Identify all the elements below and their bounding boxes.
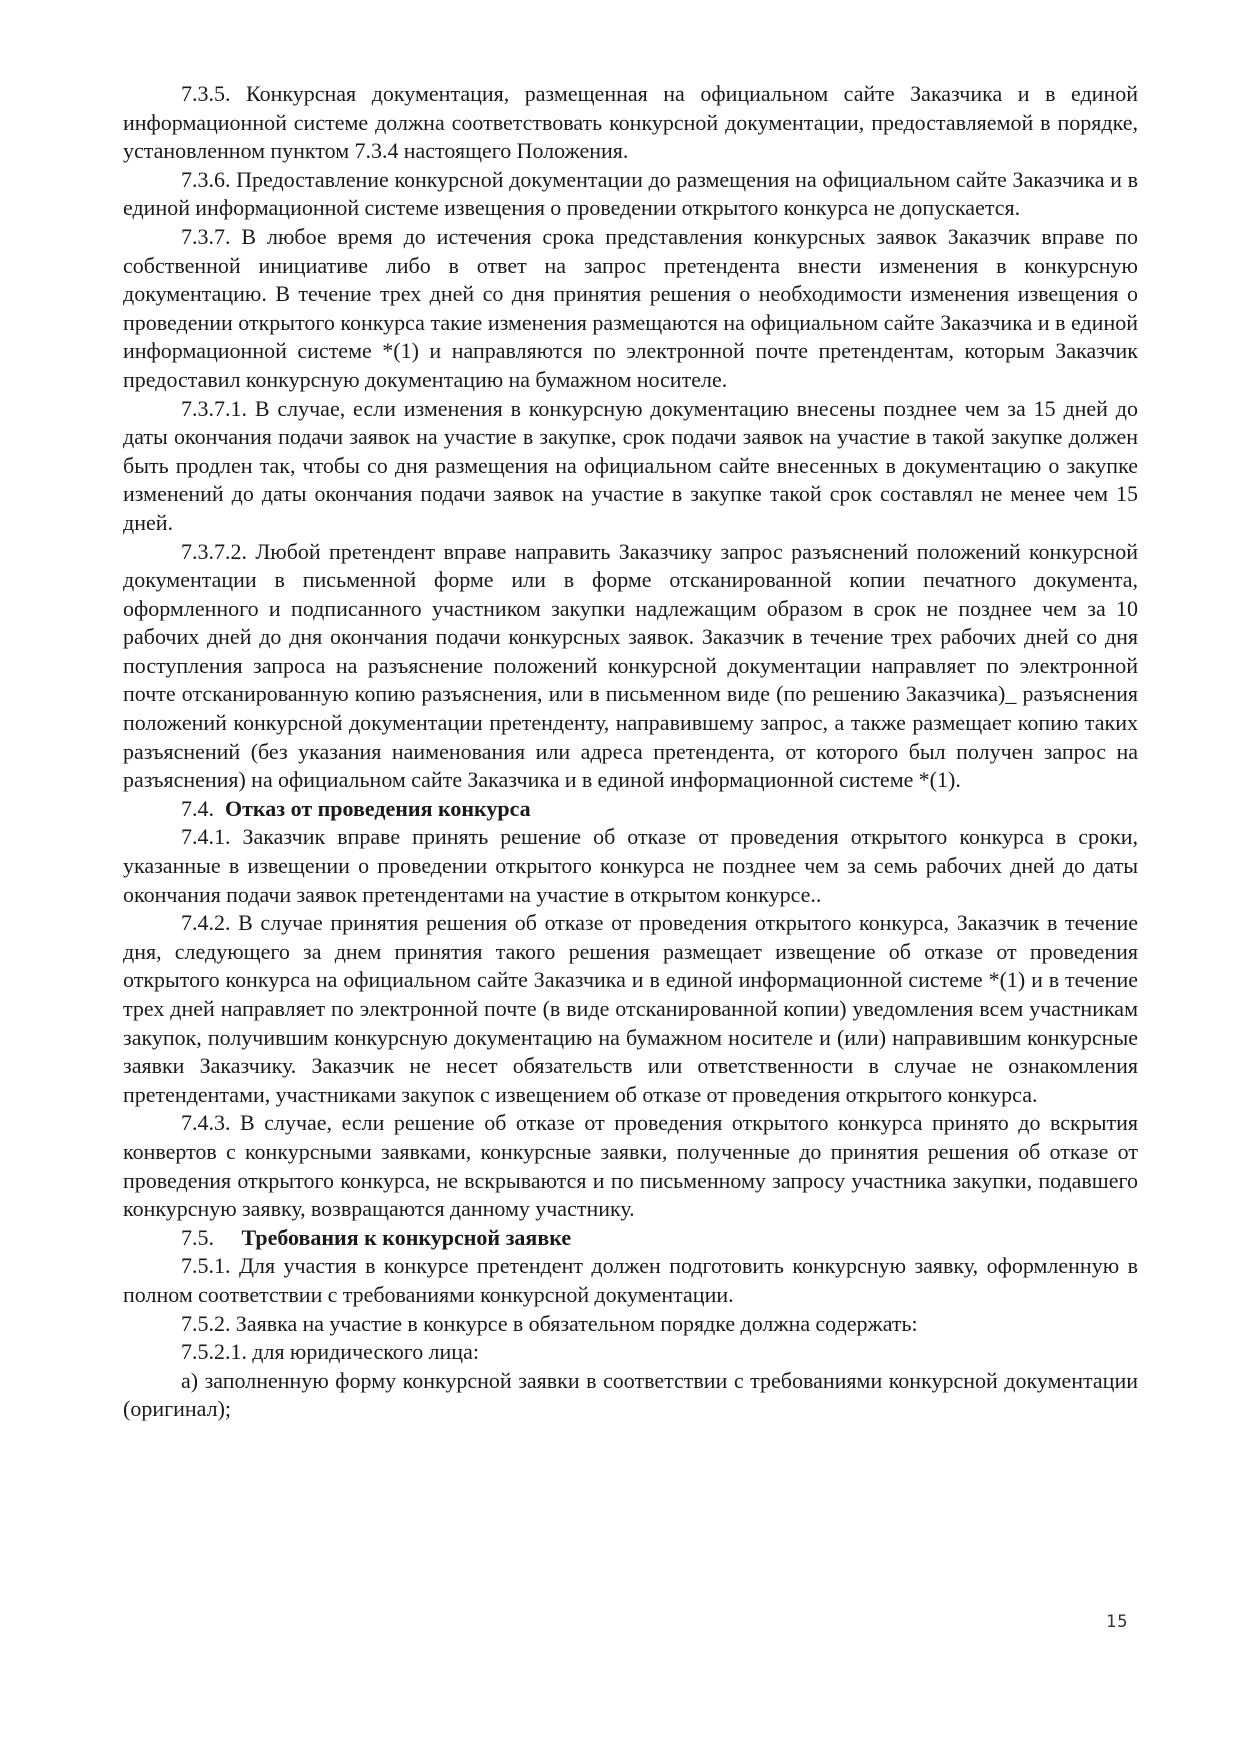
clause-7-3-7-2: 7.3.7.2. Любой претендент вправе направить Заказчику запрос разъяснений положений конкурсной документации в письменной форме или в форме отсканированной копии печатного документа, оформленного и подписанного участником закупки надлежащим образом в срок не позднее чем за 10 рабочих дней до дня окончания подачи конкурсных заявок. Заказчик в течение трех рабочих дней со дня поступления запроса на разъяснение положений конкурсной документации направляет по электронной почте отсканированную копию разъяснения, или в письменном виде (по решению Заказчика)_ разъяснения положений конкурсной документации претенденту, направившему запрос, а также размещает копию таких разъяснений (без указания наименования или адреса претендента, от которого был получен запрос на разъяснения) на официальном сайте Заказчика и в единой информационной системе *(1). <box>123 538 1138 793</box>
clause-7-5-1: 7.5.1. Для участия в конкурсе претендент должен подготовить конкурсную заявку, оформленную в полном соответствии с требованиями конкурсной документации. <box>123 1253 1138 1307</box>
section-heading-7-5 <box>123 1224 1138 1253</box>
clause-7-5-2: 7.5.2. Заявка на участие в конкурсе в обязательном порядке должна содержать: <box>181 1310 918 1336</box>
clause-7-3-5: 7.3.5. Конкурсная документация, размещенная на официальном сайте Заказчика и в единой информационной системе должна соответствовать конкурсной документации, предоставляемой в порядке, установленном пунктом 7.3.4 настоящего Положения. <box>123 81 1138 164</box>
clause-7-4-3: 7.4.3. В случае, если решение об отказе от проведения открытого конкурса принято до вскрытия конвертов с конкурсными заявками, конкурсные заявки, полученные до принятия решения об отказе от проведения открытого конкурса, не вскрываются и по письменному запросу участника закупки, подавшего конкурсную заявку, возвращаются данному участнику. <box>123 1110 1138 1222</box>
section-number: 7.4. <box>181 795 214 821</box>
section-heading-7-4 <box>123 795 1138 824</box>
clause-7-3-6: 7.3.6. Предоставление конкурсной документации до размещения на официальном сайте Заказчика и в единой информационной системе извещения о проведении открытого конкурса не допускается. <box>123 166 1138 221</box>
clause-7-4-2: 7.4.2. В случае принятия решения об отказе от проведения открытого конкурса, Заказчик в течение дня, следующего за днем принятия такого решения размещает извещение об отказе от проведения открытого конкурса на официальном сайте Заказчика и в единой информационной системе *(1) и в течение трех дней направляет по электронной почте (в виде отсканированной копии) уведомления всем участникам закупок, получившим конкурсную документацию на бумажном носителе и (или) направившим конкурсные заявки Заказчику. Заказчик не несет обязательств или ответственности в случае не ознакомления претендентами, участниками закупок с извещением об отказе от проведения открытого конкурса. <box>123 910 1138 1107</box>
clause-7-3-7-1: 7.3.7.1. В случае, если изменения в конкурсную документацию внесены позднее чем за 15 дней до даты окончания подачи заявок на участие в закупке, срок подачи заявок на участие в такой закупке должен быть продлен так, чтобы со дня размещения на официальном сайте внесенных в документацию о закупке изменений до даты окончания подачи заявок на участие в закупке такой срок составлял не менее чем 15 дней. <box>123 395 1138 535</box>
clause-7-3-7: 7.3.7. В любое время до истечения срока представления конкурсных заявок Заказчик вправе по собственной инициативе либо в ответ на запрос претендента внести изменения в конкурсную документацию. В течение трех дней со дня принятия решения о необходимости изменения извещения о проведении открытого конкурса такие изменения размещаются на официальном сайте Заказчика и в единой информационной системе *(1) и направляются по электронной почте претендентам, которым Заказчик предоставил конкурсную документацию на бумажном носителе. <box>123 223 1138 392</box>
document-body <box>123 80 1138 1424</box>
section-title: Требования к конкурсной заявке <box>241 1224 572 1250</box>
clause-7-5-2-1-a: а) заполненную форму конкурсной заявки в соответствии с требованиями конкурсной документации (оригинал); <box>123 1367 1138 1422</box>
section-title: Отказ от проведения конкурса <box>225 795 531 821</box>
clause-7-5-2-1: 7.5.2.1. для юридического лица: <box>181 1339 479 1365</box>
page-number: 15 <box>1106 1612 1129 1632</box>
clause-7-4-1: 7.4.1. Заказчик вправе принять решение об отказе от проведения открытого конкурса в сроки, указанные в извещении о проведении открытого конкурса не позднее чем за семь рабочих дней до даты окончания подачи заявок претендентами на участие в открытом конкурсе.. <box>123 824 1138 907</box>
section-number: 7.5. <box>181 1224 214 1250</box>
